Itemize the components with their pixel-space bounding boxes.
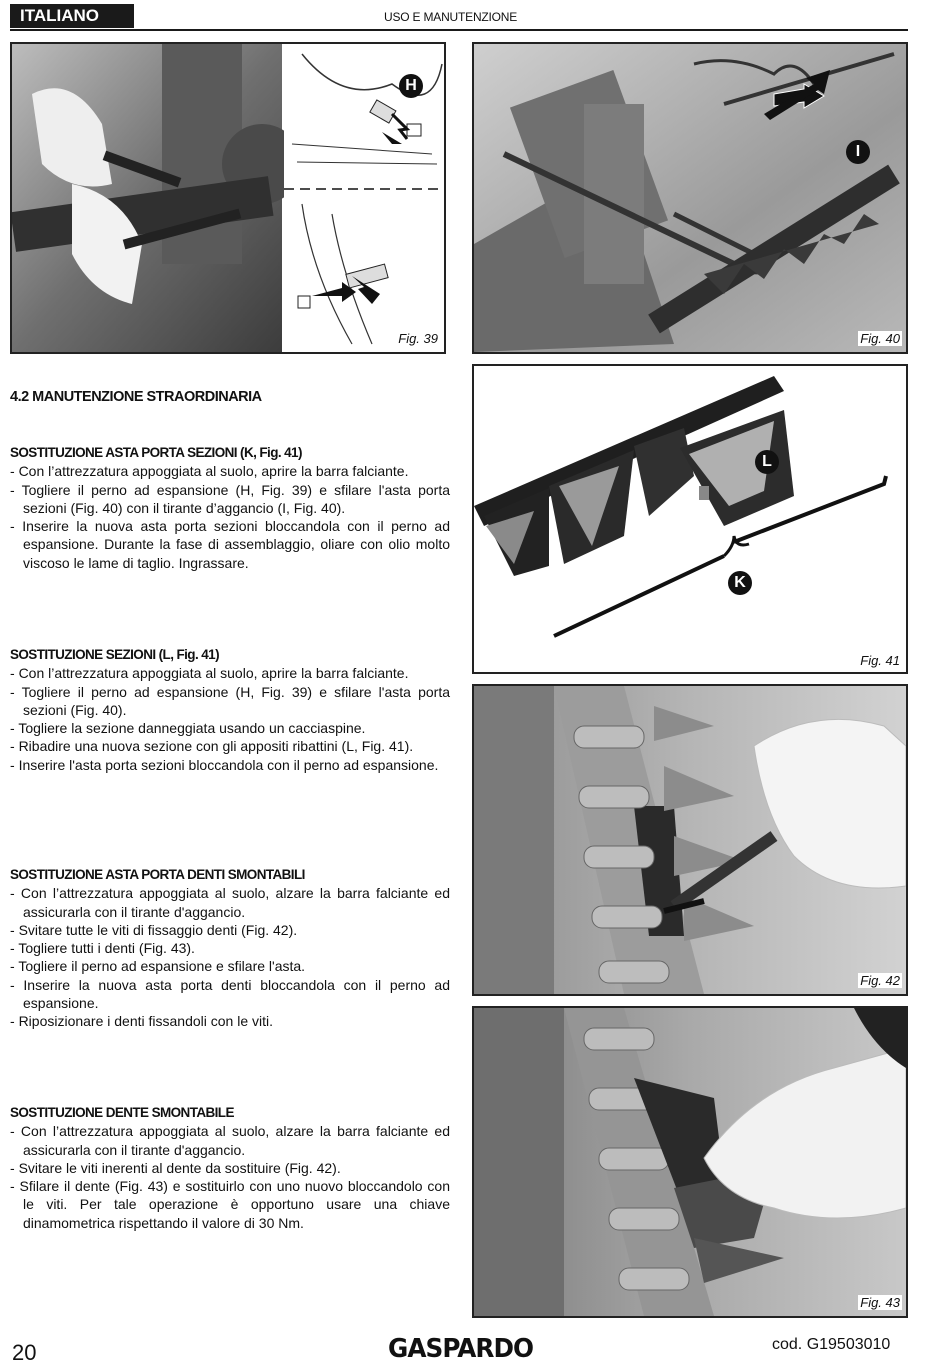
block-1-item: - Inserire la nuova asta porta sezioni bloccandola con il perno ad espansione. Durante la fase di assemblaggio, oliare con olio molto viscoso le lame di taglio. Ingrassare. [10, 517, 450, 572]
block-3-item: - Inserire la nuova asta porta denti bloccandola con il perno ad espansione. [10, 976, 450, 1013]
block-2-item: - Inserire l'asta porta sezioni bloccandola con il perno ad espansione. [10, 756, 450, 774]
fig41-callout-k: K [728, 571, 752, 595]
block-dente-smontabile [10, 1104, 450, 1232]
block-2-heading: SOSTITUZIONE SEZIONI (L, Fig. 41) [10, 647, 219, 662]
block-4-item: - Sfilare il dente (Fig. 43) e sostituirlo con uno nuovo bloccandolo con le viti. Per tale operazione è opportuno usare una chiave dinamometrica rispettando il valore di 30 Nm. [10, 1177, 450, 1232]
fig40-caption: Fig. 40 [860, 331, 900, 346]
section-title: 4.2 MANUTENZIONE STRAORDINARIA [10, 389, 262, 405]
block-2-item: - Con l’attrezzatura appoggiata al suolo, aprire la barra falciante. [10, 664, 450, 682]
block-sostituzione-sezioni [10, 646, 450, 774]
figure-41 [472, 364, 908, 674]
fig43-photo [474, 1008, 906, 1316]
block-asta-porta-sezioni [10, 444, 450, 572]
block-1-item: - Togliere il perno ad espansione (H, Fig. 39) e sfilare l'asta porta sezioni (Fig. 40) con il tirante d’aggancio (I, Fig. 40). [10, 481, 450, 518]
brand-logo: GASPARDO [388, 1334, 534, 1364]
header-title: USO E MANUTENZIONE [384, 10, 518, 24]
fig42-caption: Fig. 42 [860, 973, 900, 988]
block-asta-porta-denti [10, 866, 450, 1031]
block-1-item: - Con l’attrezzatura appoggiata al suolo, aprire la barra falciante. [10, 462, 450, 480]
document-code: cod. G19503010 [772, 1336, 891, 1353]
fig42-photo [474, 686, 906, 994]
fig43-caption: Fig. 43 [860, 1295, 900, 1310]
fig40-callout-i: I [846, 140, 870, 164]
block-3-item: - Con l’attrezzatura appoggiata al suolo, alzare la barra falciante ed assicurarla con il tirante d'aggancio. [10, 884, 450, 921]
block-3-heading: SOSTITUZIONE ASTA PORTA DENTI SMONTABILI [10, 867, 305, 882]
fig41-caption: Fig. 41 [860, 653, 900, 668]
block-4-heading: SOSTITUZIONE DENTE SMONTABILE [10, 1105, 234, 1120]
figure-39 [10, 42, 446, 354]
block-2-item: - Togliere il perno ad espansione (H, Fig. 39) e sfilare l'asta porta sezioni (Fig. 40). [10, 683, 450, 720]
header-rule [10, 29, 908, 31]
block-3-item: - Togliere il perno ad espansione e sfilare l'asta. [10, 957, 450, 975]
figure-43 [472, 1006, 908, 1318]
block-1-heading: SOSTITUZIONE ASTA PORTA SEZIONI (K, Fig. 41) [10, 445, 302, 460]
fig39-callout-h: H [399, 74, 423, 98]
fig40-photo [474, 44, 906, 352]
fig41-callout-l: L [755, 450, 779, 474]
figure-42 [472, 684, 908, 996]
fig39-photo [12, 44, 444, 352]
fig39-caption: Fig. 39 [398, 331, 438, 346]
block-2-item: - Togliere la sezione danneggiata usando un cacciaspine. [10, 719, 450, 737]
block-4-item: - Con l’attrezzatura appoggiata al suolo, alzare la barra falciante ed assicurarla con il tirante d'aggancio. [10, 1122, 450, 1159]
block-3-item: - Togliere tutti i denti (Fig. 43). [10, 939, 450, 957]
block-4-item: - Svitare le viti inerenti al dente da sostituire (Fig. 42). [10, 1159, 450, 1177]
page-number: 20 [12, 1340, 37, 1365]
language-tab: ITALIANO [10, 4, 134, 28]
block-3-item: - Svitare tutte le viti di fissaggio denti (Fig. 42). [10, 921, 450, 939]
figure-40 [472, 42, 908, 354]
block-3-item: - Riposizionare i denti fissandoli con le viti. [10, 1012, 450, 1030]
fig41-photo [474, 366, 906, 672]
block-2-item: - Ribadire una nuova sezione con gli appositi ribattini (L, Fig. 41). [10, 737, 450, 755]
